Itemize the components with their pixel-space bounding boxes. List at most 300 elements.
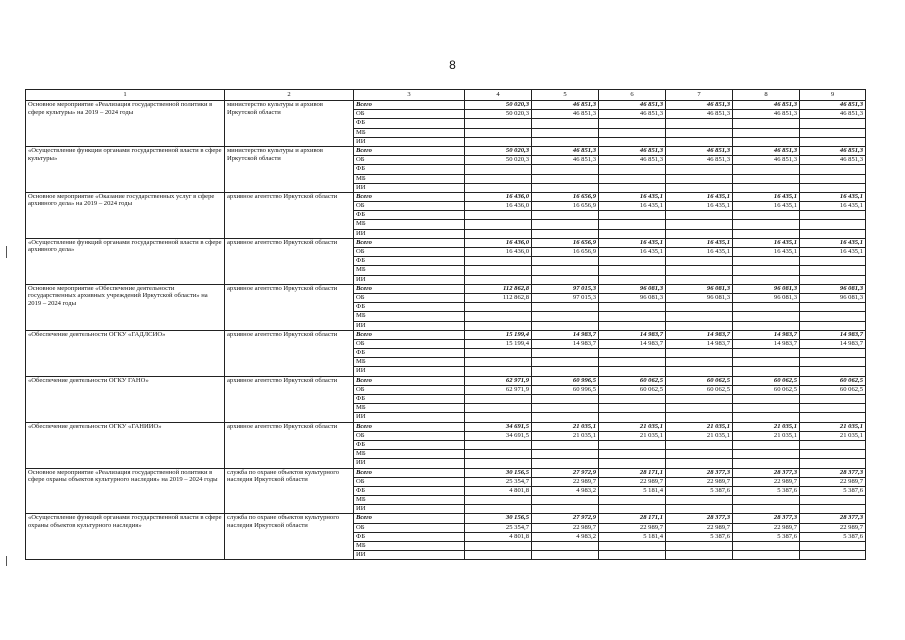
amount-cell	[599, 183, 666, 192]
amount-cell	[599, 137, 666, 146]
amount-cell	[666, 220, 733, 229]
amount-cell	[532, 275, 599, 284]
amount-cell	[599, 165, 666, 174]
amount-cell: 97 015,3	[532, 284, 599, 293]
amount-cell	[465, 174, 532, 183]
amount-cell: 16 436,0	[465, 248, 532, 257]
funding-source: Всего	[354, 146, 465, 155]
column-header: 4	[465, 90, 532, 101]
amount-cell: 21 035,1	[532, 422, 599, 431]
table-row	[26, 238, 866, 247]
amount-cell: 16 435,1	[733, 192, 800, 201]
amount-cell: 60 062,5	[800, 385, 866, 394]
amount-cell: 62 971,9	[465, 385, 532, 394]
amount-cell: 5 181,4	[599, 532, 666, 541]
funding-source: Всего	[354, 514, 465, 523]
amount-cell: 30 156,5	[465, 514, 532, 523]
amount-cell: 22 989,7	[532, 477, 599, 486]
funding-source: ФБ	[354, 257, 465, 266]
executor-name: министерство культуры и архивов Иркутской области	[225, 146, 354, 192]
amount-cell: 34 691,5	[465, 431, 532, 440]
table-row	[26, 330, 866, 339]
amount-cell: 16 435,1	[599, 192, 666, 201]
amount-cell: 60 996,5	[532, 376, 599, 385]
amount-cell: 16 435,1	[599, 238, 666, 247]
amount-cell: 46 851,3	[666, 101, 733, 110]
amount-cell	[465, 349, 532, 358]
amount-cell	[733, 321, 800, 330]
funding-source: ФБ	[354, 532, 465, 541]
amount-cell: 16 435,1	[733, 248, 800, 257]
amount-cell	[733, 312, 800, 321]
amount-cell: 46 851,3	[599, 101, 666, 110]
amount-cell	[733, 137, 800, 146]
amount-cell: 21 035,1	[532, 431, 599, 440]
amount-cell	[666, 505, 733, 514]
amount-cell	[465, 229, 532, 238]
table-row	[26, 376, 866, 385]
amount-cell: 16 656,9	[532, 238, 599, 247]
amount-cell: 5 387,6	[733, 532, 800, 541]
amount-cell: 50 020,3	[465, 156, 532, 165]
amount-cell: 96 081,3	[599, 284, 666, 293]
amount-cell: 46 851,3	[800, 146, 866, 155]
executor-name: служба по охране объектов культурного наследия Иркутской области	[225, 468, 354, 514]
amount-cell	[666, 128, 733, 137]
amount-cell	[465, 367, 532, 376]
amount-cell: 14 983,7	[599, 339, 666, 348]
executor-name: архивное агентство Иркутской области	[225, 422, 354, 468]
funding-source: ОБ	[354, 110, 465, 119]
amount-cell	[800, 266, 866, 275]
amount-cell: 22 989,7	[733, 477, 800, 486]
amount-cell: 14 983,7	[599, 330, 666, 339]
amount-cell: 21 035,1	[800, 422, 866, 431]
amount-cell	[733, 496, 800, 505]
amount-cell: 60 996,5	[532, 385, 599, 394]
amount-cell	[666, 450, 733, 459]
amount-cell: 27 972,9	[532, 468, 599, 477]
amount-cell	[733, 211, 800, 220]
amount-cell: 96 081,3	[666, 284, 733, 293]
amount-cell	[800, 119, 866, 128]
amount-cell: 96 081,3	[599, 293, 666, 302]
amount-cell	[733, 551, 800, 560]
amount-cell	[666, 183, 733, 192]
amount-cell	[599, 496, 666, 505]
amount-cell	[733, 165, 800, 174]
amount-cell	[465, 395, 532, 404]
amount-cell: 14 983,7	[666, 339, 733, 348]
amount-cell	[733, 413, 800, 422]
amount-cell	[599, 505, 666, 514]
amount-cell: 16 436,0	[465, 238, 532, 247]
amount-cell: 62 971,9	[465, 376, 532, 385]
amount-cell: 21 035,1	[599, 422, 666, 431]
amount-cell	[666, 275, 733, 284]
amount-cell	[666, 303, 733, 312]
funding-source: МБ	[354, 220, 465, 229]
amount-cell	[532, 266, 599, 275]
amount-cell: 16 435,1	[800, 202, 866, 211]
amount-cell	[666, 358, 733, 367]
amount-cell	[733, 450, 800, 459]
amount-cell	[465, 312, 532, 321]
funding-source: ОБ	[354, 431, 465, 440]
amount-cell	[532, 440, 599, 449]
table-row	[26, 192, 866, 201]
funding-source: ФБ	[354, 395, 465, 404]
amount-cell	[733, 229, 800, 238]
amount-cell	[800, 183, 866, 192]
column-header: 7	[666, 90, 733, 101]
table-row	[26, 468, 866, 477]
amount-cell: 22 989,7	[800, 523, 866, 532]
amount-cell	[733, 349, 800, 358]
amount-cell: 4 801,8	[465, 532, 532, 541]
amount-cell	[532, 174, 599, 183]
amount-cell	[599, 174, 666, 183]
amount-cell	[800, 395, 866, 404]
executor-name: архивное агентство Иркутской области	[225, 376, 354, 422]
amount-cell	[800, 413, 866, 422]
amount-cell: 46 851,3	[733, 156, 800, 165]
executor-name: министерство культуры и архивов Иркутской области	[225, 101, 354, 147]
amount-cell	[532, 450, 599, 459]
amount-cell	[465, 440, 532, 449]
activity-name: «Обеспечение деятельности ОГКУ «ГАНИИО»	[26, 422, 225, 468]
amount-cell	[599, 459, 666, 468]
amount-cell	[465, 119, 532, 128]
amount-cell	[666, 137, 733, 146]
margin-mark	[6, 246, 7, 258]
amount-cell	[599, 450, 666, 459]
amount-cell	[666, 551, 733, 560]
amount-cell: 4 801,8	[465, 486, 532, 495]
amount-cell	[599, 257, 666, 266]
amount-cell	[666, 459, 733, 468]
amount-cell	[532, 542, 599, 551]
amount-cell	[800, 229, 866, 238]
amount-cell: 112 862,8	[465, 284, 532, 293]
amount-cell: 16 656,9	[532, 192, 599, 201]
amount-cell: 28 377,3	[733, 468, 800, 477]
amount-cell: 16 435,1	[666, 238, 733, 247]
amount-cell: 5 387,6	[666, 486, 733, 495]
funding-source: ИИ	[354, 229, 465, 238]
amount-cell: 14 983,7	[800, 330, 866, 339]
amount-cell	[599, 395, 666, 404]
amount-cell: 25 354,7	[465, 477, 532, 486]
funding-source: ИИ	[354, 459, 465, 468]
amount-cell: 16 435,1	[666, 202, 733, 211]
amount-cell	[800, 358, 866, 367]
amount-cell: 96 081,3	[733, 293, 800, 302]
amount-cell	[465, 542, 532, 551]
funding-source: ОБ	[354, 248, 465, 257]
amount-cell	[800, 321, 866, 330]
amount-cell: 46 851,3	[532, 110, 599, 119]
amount-cell	[800, 450, 866, 459]
funding-source: ОБ	[354, 293, 465, 302]
amount-cell	[800, 137, 866, 146]
amount-cell: 16 436,0	[465, 202, 532, 211]
funding-source: Всего	[354, 192, 465, 201]
executor-name: архивное агентство Иркутской области	[225, 238, 354, 284]
amount-cell	[733, 440, 800, 449]
amount-cell	[800, 174, 866, 183]
amount-cell	[599, 312, 666, 321]
funding-source: Всего	[354, 468, 465, 477]
amount-cell	[599, 321, 666, 330]
amount-cell	[465, 413, 532, 422]
amount-cell	[666, 367, 733, 376]
funding-source: ФБ	[354, 303, 465, 312]
amount-cell: 5 387,6	[800, 532, 866, 541]
amount-cell	[532, 404, 599, 413]
activity-name: «Осуществление функций органами государственной власти в сфере охраны объектов культурного наследия»	[26, 514, 225, 560]
amount-cell	[599, 367, 666, 376]
amount-cell	[599, 349, 666, 358]
amount-cell	[599, 119, 666, 128]
amount-cell	[733, 505, 800, 514]
amount-cell	[599, 551, 666, 560]
amount-cell	[532, 183, 599, 192]
amount-cell: 46 851,3	[733, 146, 800, 155]
funding-source: Всего	[354, 284, 465, 293]
amount-cell: 50 020,3	[465, 101, 532, 110]
activity-name: «Осуществление функций органами государственной власти в сфере архивного дела»	[26, 238, 225, 284]
amount-cell	[465, 358, 532, 367]
table-row	[26, 422, 866, 431]
amount-cell: 46 851,3	[800, 156, 866, 165]
amount-cell: 60 062,5	[733, 376, 800, 385]
amount-cell	[599, 275, 666, 284]
amount-cell	[532, 496, 599, 505]
amount-cell	[800, 275, 866, 284]
amount-cell	[800, 220, 866, 229]
activity-name: Основное мероприятие «Реализация государственной политики в сфере охраны объектов культурного наследия» на 2019 – 2024 годы	[26, 468, 225, 514]
amount-cell: 5 387,6	[800, 486, 866, 495]
funding-source: ФБ	[354, 349, 465, 358]
amount-cell	[733, 220, 800, 229]
amount-cell	[599, 220, 666, 229]
amount-cell	[800, 459, 866, 468]
amount-cell: 46 851,3	[532, 146, 599, 155]
amount-cell	[733, 266, 800, 275]
amount-cell: 22 989,7	[733, 523, 800, 532]
amount-cell	[532, 119, 599, 128]
amount-cell: 16 435,1	[666, 248, 733, 257]
activity-name: Основное мероприятие «Реализация государственной политики в сфере культуры» на 2019 – 2024 годы	[26, 101, 225, 147]
amount-cell	[666, 174, 733, 183]
amount-cell	[800, 367, 866, 376]
amount-cell: 28 377,3	[800, 468, 866, 477]
amount-cell: 46 851,3	[532, 156, 599, 165]
funding-source: МБ	[354, 312, 465, 321]
amount-cell: 60 062,5	[666, 385, 733, 394]
amount-cell: 14 983,7	[733, 330, 800, 339]
amount-cell: 22 989,7	[666, 477, 733, 486]
funding-source: Всего	[354, 101, 465, 110]
amount-cell: 50 020,3	[465, 110, 532, 119]
amount-cell: 34 691,5	[465, 422, 532, 431]
amount-cell	[733, 174, 800, 183]
amount-cell: 60 062,5	[599, 376, 666, 385]
amount-cell	[532, 128, 599, 137]
amount-cell	[532, 367, 599, 376]
amount-cell	[733, 303, 800, 312]
amount-cell: 46 851,3	[733, 110, 800, 119]
table-row	[26, 101, 866, 110]
funding-source: МБ	[354, 128, 465, 137]
amount-cell	[666, 312, 733, 321]
amount-cell	[599, 211, 666, 220]
amount-cell: 16 436,0	[465, 192, 532, 201]
amount-cell	[666, 321, 733, 330]
amount-cell	[599, 303, 666, 312]
amount-cell	[733, 459, 800, 468]
table-body	[26, 101, 866, 560]
amount-cell	[666, 229, 733, 238]
amount-cell: 60 062,5	[733, 385, 800, 394]
activity-name: «Обеспечение деятельности ОГКУ ГАНО»	[26, 376, 225, 422]
amount-cell: 21 035,1	[733, 431, 800, 440]
amount-cell	[800, 404, 866, 413]
amount-cell	[532, 413, 599, 422]
funding-source: ОБ	[354, 523, 465, 532]
funding-source: ОБ	[354, 156, 465, 165]
amount-cell: 96 081,3	[733, 284, 800, 293]
activity-name: Основное мероприятие «Оказание государственных услуг в сфере архивного дела» на 2019 – 2024 годы	[26, 192, 225, 238]
amount-cell	[733, 183, 800, 192]
amount-cell	[666, 395, 733, 404]
amount-cell: 46 851,3	[599, 156, 666, 165]
amount-cell	[465, 183, 532, 192]
amount-cell: 28 171,1	[599, 514, 666, 523]
amount-cell	[599, 542, 666, 551]
funding-source: ФБ	[354, 119, 465, 128]
funding-source: Всего	[354, 376, 465, 385]
amount-cell: 14 983,7	[733, 339, 800, 348]
amount-cell	[532, 220, 599, 229]
column-header: 6	[599, 90, 666, 101]
amount-cell	[800, 312, 866, 321]
executor-name: архивное агентство Иркутской области	[225, 284, 354, 330]
amount-cell	[666, 413, 733, 422]
amount-cell	[532, 211, 599, 220]
amount-cell	[532, 551, 599, 560]
funding-source: ИИ	[354, 321, 465, 330]
amount-cell: 21 035,1	[800, 431, 866, 440]
amount-cell: 46 851,3	[800, 101, 866, 110]
funding-source: ИИ	[354, 275, 465, 284]
amount-cell	[465, 321, 532, 330]
column-header: 1	[26, 90, 225, 101]
funding-source: МБ	[354, 404, 465, 413]
table-header-row	[26, 90, 866, 101]
amount-cell	[800, 303, 866, 312]
amount-cell	[599, 404, 666, 413]
amount-cell	[465, 551, 532, 560]
amount-cell: 28 377,3	[666, 514, 733, 523]
amount-cell	[800, 128, 866, 137]
amount-cell: 46 851,3	[666, 146, 733, 155]
amount-cell: 46 851,3	[666, 110, 733, 119]
amount-cell	[733, 542, 800, 551]
amount-cell: 14 983,7	[532, 339, 599, 348]
amount-cell	[800, 349, 866, 358]
amount-cell: 22 989,7	[599, 477, 666, 486]
amount-cell	[666, 404, 733, 413]
table-row	[26, 514, 866, 523]
funding-source: МБ	[354, 496, 465, 505]
funding-source: МБ	[354, 450, 465, 459]
amount-cell	[532, 312, 599, 321]
amount-cell	[666, 440, 733, 449]
amount-cell	[532, 459, 599, 468]
amount-cell	[599, 229, 666, 238]
funding-source: Всего	[354, 238, 465, 247]
funding-source: ИИ	[354, 137, 465, 146]
funding-source: ФБ	[354, 486, 465, 495]
amount-cell	[465, 165, 532, 174]
funding-source: ФБ	[354, 165, 465, 174]
amount-cell	[733, 358, 800, 367]
amount-cell	[733, 128, 800, 137]
amount-cell	[465, 459, 532, 468]
amount-cell	[800, 551, 866, 560]
amount-cell	[666, 257, 733, 266]
amount-cell: 15 199,4	[465, 339, 532, 348]
amount-cell	[733, 257, 800, 266]
amount-cell	[465, 257, 532, 266]
executor-name: служба по охране объектов культурного наследия Иркутской области	[225, 514, 354, 560]
amount-cell	[733, 119, 800, 128]
amount-cell	[532, 229, 599, 238]
amount-cell	[599, 266, 666, 275]
amount-cell: 22 989,7	[532, 523, 599, 532]
amount-cell	[733, 395, 800, 404]
amount-cell: 28 377,3	[800, 514, 866, 523]
amount-cell	[599, 358, 666, 367]
amount-cell	[465, 404, 532, 413]
amount-cell	[532, 257, 599, 266]
column-header: 2	[225, 90, 354, 101]
amount-cell: 16 656,9	[532, 248, 599, 257]
funding-source: ФБ	[354, 211, 465, 220]
funding-source: МБ	[354, 358, 465, 367]
amount-cell	[599, 413, 666, 422]
funding-source: Всего	[354, 422, 465, 431]
amount-cell: 16 435,1	[733, 238, 800, 247]
amount-cell	[532, 358, 599, 367]
amount-cell	[465, 266, 532, 275]
amount-cell	[465, 128, 532, 137]
funding-source: МБ	[354, 174, 465, 183]
amount-cell	[465, 275, 532, 284]
funding-source: ОБ	[354, 339, 465, 348]
table-row	[26, 284, 866, 293]
activity-name: «Осуществление функции органами государственной власти в сфере культуры»	[26, 146, 225, 192]
funding-source: ФБ	[354, 440, 465, 449]
column-header: 3	[354, 90, 465, 101]
amount-cell	[800, 257, 866, 266]
amount-cell: 60 062,5	[800, 376, 866, 385]
funding-source: ОБ	[354, 202, 465, 211]
amount-cell	[800, 211, 866, 220]
amount-cell: 14 983,7	[532, 330, 599, 339]
